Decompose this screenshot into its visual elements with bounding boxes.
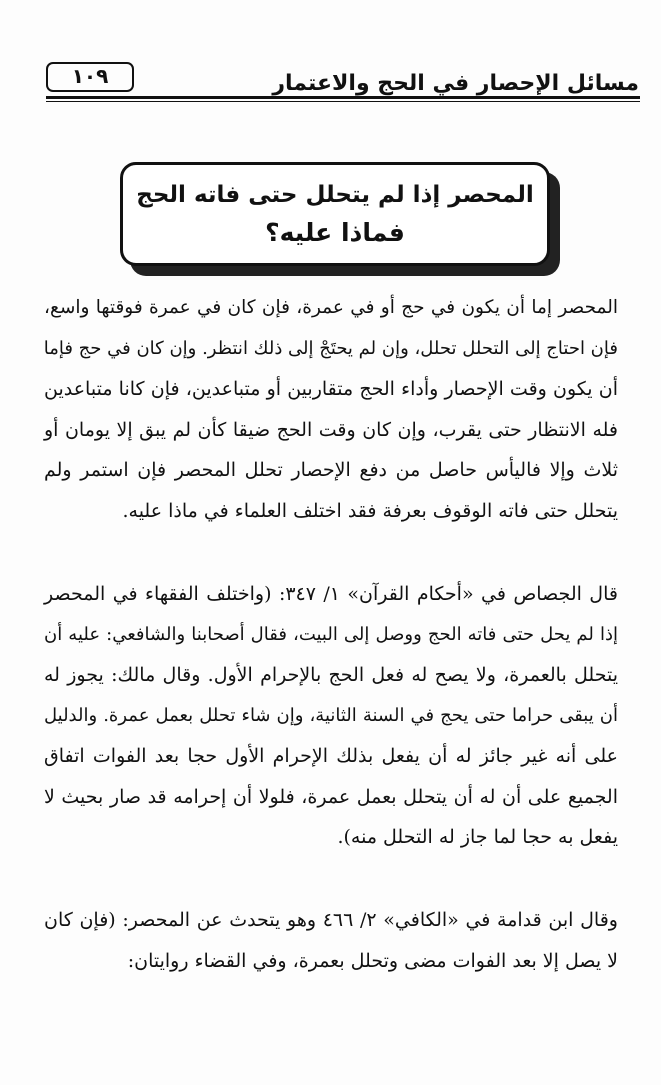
text-line: على أنه غير جائز له أن يفعل بذلك الإحرام الأول حجا بعد الفوات اتفاق xyxy=(44,745,618,767)
paragraph-2 xyxy=(44,574,618,858)
header-rule-thin xyxy=(46,101,640,102)
section-heading-line-1: المحصر إذا لم يتحلل حتى فاته الحج xyxy=(136,182,534,208)
text-line: أن يكون وقت الإحصار وأداء الحج متقاربين أو متباعدين، فإن كانا متباعدين xyxy=(44,378,618,400)
text-line: فإن احتاج إلى التحلل تحلل، وإن لم يحتَجْ إلى ذلك انتظر. وإن كان في حج فإما xyxy=(43,337,618,359)
paragraph-1 xyxy=(44,288,618,531)
text-line: أن يبقى حراما حتى يحج في السنة الثانية، وإن شاء تحلل بعمل عمرة. والدليل xyxy=(44,704,618,726)
page-number-box: ١٠٩ xyxy=(46,62,134,92)
text-line: وقال ابن قدامة في «الكافي» ٢/ ٤٦٦ وهو يتحدث عن المحصر: (فإن كان xyxy=(44,909,618,931)
text-line: فله الانتظار حتى يقرب، وإن كان وقت الحج ضيقا كأن لم يبق إلا يومان أو xyxy=(44,418,618,441)
section-heading-box xyxy=(120,162,550,266)
section-heading-line-2: فماذا عليه؟ xyxy=(265,218,405,247)
text-line: يفعل به حجا لما جاز له التحلل منه). xyxy=(337,826,618,848)
text-line: إذا لم يحل حتى فاته الحج ووصل إلى البيت، فقال أصحابنا والشافعي: عليه أن xyxy=(44,623,618,645)
text-line: المحصر إما أن يكون في حج أو في عمرة، فإن كان في عمرة فوقتها واسع، xyxy=(44,297,618,318)
header-rule xyxy=(46,96,640,99)
text-line: ثلاث وإلا فاليأس حاصل من دفع الإحصار تحلل المحصر فإن استمر ولم xyxy=(44,459,618,481)
text-line: لا يصل إلا بعد الفوات مضى وتحلل بعمرة، وفي القضاء روايتان: xyxy=(127,949,618,972)
text-line: يتحلل بالعمرة، ولا يصح له فعل الحج بالإحرام الأول. وقال مالك: يجوز له xyxy=(44,664,618,686)
text-line: يتحلل حتى فاته الوقوف بعرفة فقد اختلف العلماء في ماذا عليه. xyxy=(122,499,618,522)
text-line: قال الجصاص في «أحكام القرآن» ١/ ٣٤٧: (واختلف الفقهاء في المحصر xyxy=(44,583,618,605)
text-line: الجميع على أن له أن يتحلل بعمل عمرة، فلولا أن إحرامه قد صار بحيث لا xyxy=(44,785,618,808)
paragraph-3 xyxy=(44,900,618,981)
running-header-title: مسائل الإحصار في الحج والاعتمار xyxy=(272,71,639,96)
